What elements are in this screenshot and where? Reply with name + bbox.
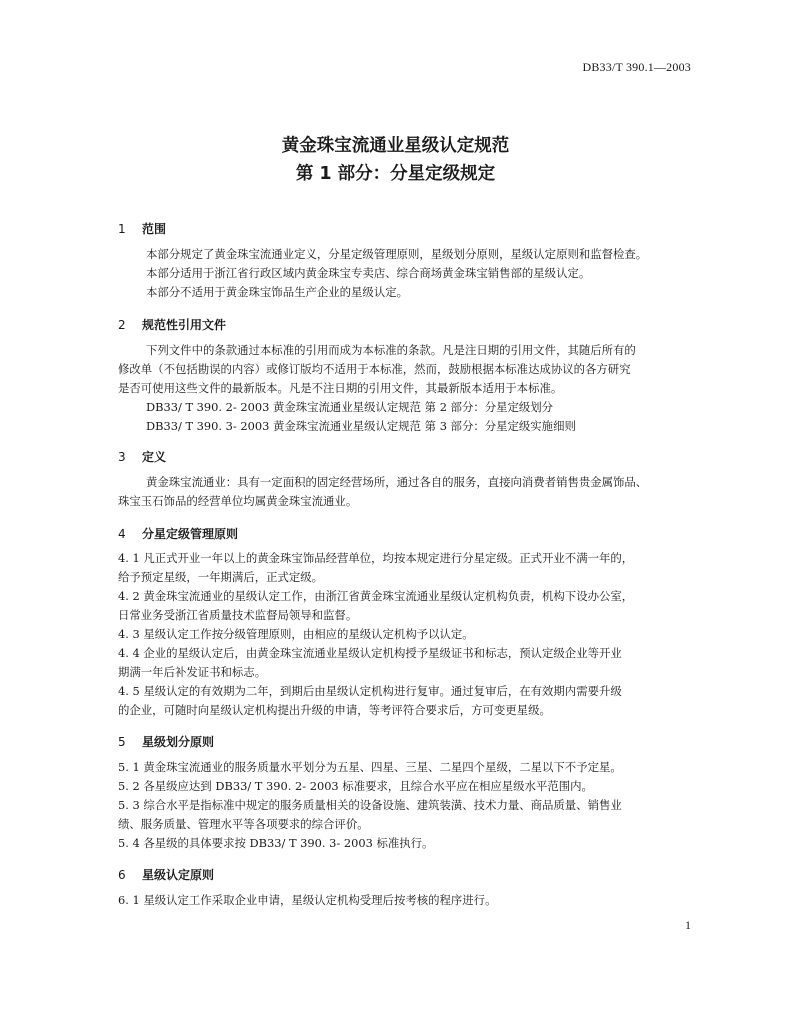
section-heading-4 [118, 525, 238, 542]
paragraph-line: 黄金珠宝流通业：具有一定面积的固定经营场所，通过各自的服务，直接向消费者销售贵金属饰品、 [146, 475, 648, 489]
section-heading-3 [118, 448, 166, 465]
section-heading-1 [118, 220, 166, 237]
section-title: 范围 [142, 222, 167, 236]
standard-code: DB33/T 390.1—2003 [582, 60, 691, 74]
paragraph-line: 本部分适用于浙江省行政区域内黄金珠宝专卖店、综合商场黄金珠宝销售部的星级认定。 [146, 266, 591, 280]
clause-line: 4. 3 星级认定工作按分级管理原则，由相应的星级认定机构予以认定。 [118, 627, 474, 641]
clause-line: 4. 1 凡正式开业一年以上的黄金珠宝饰品经营单位，均按本规定进行分星定级。正式开业不满一年的， [118, 551, 634, 565]
page-number: 1 [685, 918, 691, 932]
paragraph-line: 本部分不适用于黄金珠宝饰品生产企业的星级认定。 [146, 285, 408, 299]
paragraph-line: 修改单（不包括勘误的内容）或修订版均不适用于本标准，然而，鼓励根据本标准达成协议的各方研究 [118, 362, 631, 376]
section-heading-2 [118, 316, 226, 333]
paragraph-line: 本部分规定了黄金珠宝流通业定义，分星定级管理原则，星级划分原则，星级认定原则和监督检查。 [146, 247, 648, 261]
clause-line: 5. 2 各星级应达到 DB33/ T 390. 2- 2003 标准要求，且综合水平应在相应星级水平范围内。 [118, 779, 593, 793]
clause-line: 4. 2 黄金珠宝流通业的星级认定工作，由浙江省黄金珠宝流通业星级认定机构负责，机构下设办公室， [118, 589, 634, 603]
section-title: 定义 [142, 450, 167, 464]
section-title: 规范性引用文件 [142, 318, 227, 332]
section-title: 星级划分原则 [142, 735, 215, 749]
clause-line: 绩、服务质量、管理水平等各项要求的综合评价。 [118, 817, 369, 831]
section-number: 2 [118, 318, 126, 332]
clause-line: 6. 1 星级认定工作采取企业申请，星级认定机构受理后按考核的程序进行。 [118, 893, 497, 907]
section-title: 星级认定原则 [142, 868, 215, 882]
section-heading-6 [118, 866, 214, 883]
section-number: 4 [118, 527, 126, 541]
reference-item: DB33/ T 390. 3- 2003 黄金珠宝流通业星级认定规范 第 3 部分：分星定级实施细则 [146, 419, 576, 433]
paragraph-line: 是否可使用这些文件的最新版本。凡是不注日期的引用文件，其最新版本适用于本标准。 [118, 381, 563, 395]
clause-line: 4. 4 企业的星级认定后，由黄金珠宝流通业星级认定机构授予星级证书和标志，预认定级企业等开业 [118, 646, 622, 660]
paragraph-line: 下列文件中的条款通过本标准的引用而成为本标准的条款。凡是注日期的引用文件，其随后所有的 [146, 343, 636, 357]
section-number: 3 [118, 450, 126, 464]
clause-line: 5. 3 综合水平是指标准中规定的服务质量相关的设备设施、建筑装潢、技术力量、商品质量、销售业 [118, 798, 622, 812]
section-heading-5 [118, 733, 214, 750]
section-number: 5 [118, 735, 126, 749]
document-subtitle: 第 1 部分：分星定级规定 [295, 164, 496, 184]
section-title: 分星定级管理原则 [142, 527, 239, 541]
paragraph-line: 珠宝玉石饰品的经营单位均属黄金珠宝流通业。 [118, 494, 358, 508]
reference-item: DB33/ T 390. 2- 2003 黄金珠宝流通业星级认定规范 第 2 部分：分星定级划分 [146, 400, 554, 414]
clause-line: 期满一年后补发证书和标志。 [118, 665, 267, 679]
clause-line: 4. 5 星级认定的有效期为二年，到期后由星级认定机构进行复审。通过复审后，在有效期内需要升级 [118, 684, 622, 698]
clause-line: 5. 4 各星级的具体要求按 DB33/ T 390. 3- 2003 标准执行。 [118, 836, 434, 850]
clause-line: 5. 1 黄金珠宝流通业的服务质量水平划分为五星、四星、三星、二星四个星级，二星以下不予定星。 [118, 760, 622, 774]
clause-line: 日常业务受浙江省质量技术监督局领导和监督。 [118, 608, 358, 622]
section-number: 1 [118, 222, 126, 236]
clause-line: 的企业，可随时向星级认定机构提出升级的申请，等考评符合要求后，方可变更星级。 [118, 703, 551, 717]
clause-line: 给予预定星级，一年期满后，正式定级。 [118, 570, 324, 584]
section-number: 6 [118, 868, 126, 882]
document-title: 黄金珠宝流通业星级认定规范 [281, 136, 510, 156]
